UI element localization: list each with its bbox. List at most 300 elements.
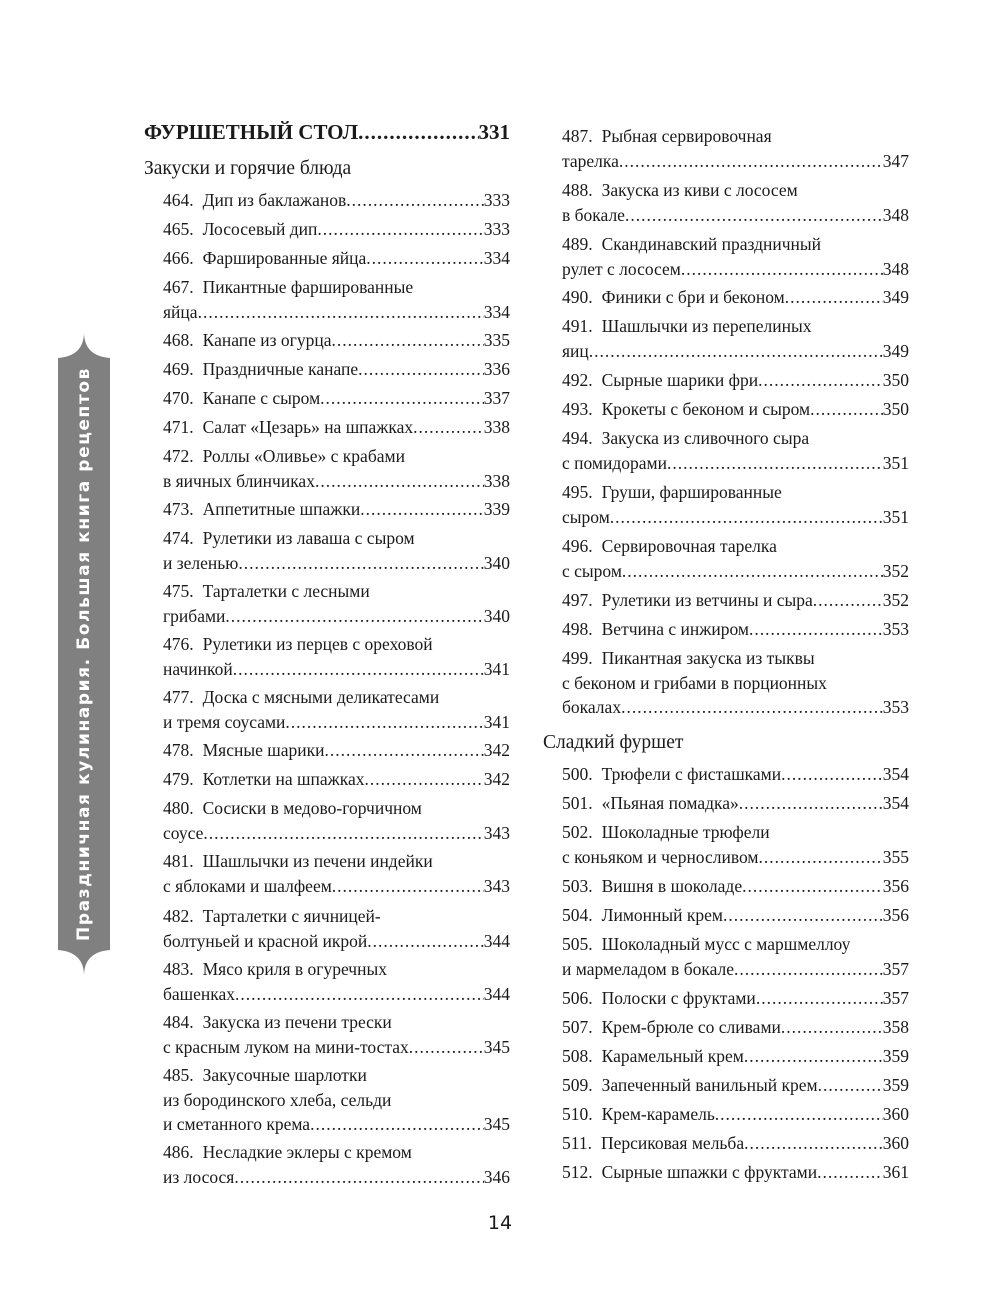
- toc-entry-title: бокалах: [562, 697, 622, 717]
- toc-entry-last-line: [163, 246, 510, 271]
- toc-entry-text: Шашлычки из перепелиных: [601, 316, 812, 336]
- toc-entry-page: 352: [882, 560, 909, 581]
- dot-leader: [813, 588, 883, 613]
- toc-entry-line: [163, 1088, 510, 1113]
- toc-entry-text: Пикантная закуска из тыквы: [601, 648, 815, 668]
- toc-entry-last-line: [163, 1165, 510, 1190]
- toc-entry-number: 501.: [562, 793, 593, 813]
- toc-entry-last-line: [163, 710, 510, 735]
- dot-leader: [817, 1160, 883, 1185]
- toc-entry-text: Доска с мясными деликатесами: [202, 687, 440, 707]
- toc-entry-last-line: [163, 188, 510, 213]
- toc-entry-number: 512.: [562, 1162, 593, 1182]
- dot-leader: [409, 1035, 484, 1060]
- dot-leader: [734, 957, 883, 982]
- toc-entry-page: 347: [882, 150, 909, 171]
- toc-entry-title: Лимонный крем: [601, 905, 724, 925]
- toc-entry-number: 478.: [163, 740, 194, 760]
- toc-entry-last-line: [562, 451, 909, 476]
- toc-entry: [562, 397, 909, 422]
- toc-entry-number: 491.: [562, 316, 593, 336]
- dot-leader: [366, 246, 483, 271]
- dot-leader: [749, 617, 883, 642]
- toc-entry-line: [163, 275, 510, 300]
- toc-entry-title: Лососевый дип: [202, 219, 318, 239]
- side-tab: [58, 332, 110, 976]
- toc-entry-text: Несладкие эклеры с кремом: [202, 1142, 412, 1162]
- toc-entry-last-line: [562, 845, 909, 870]
- toc-entry-page: 348: [882, 204, 909, 225]
- toc-entry-number: 510.: [562, 1104, 593, 1124]
- dot-leader: [667, 451, 883, 476]
- toc-entry-number: 496.: [562, 536, 593, 556]
- toc-entry-text: Тарталетки с яичницей-: [202, 906, 381, 926]
- toc-entry-title: начинкой: [163, 658, 233, 679]
- toc-entry-number: 476.: [163, 634, 194, 654]
- dot-leader: [331, 328, 483, 353]
- toc-entry-page: 359: [882, 1046, 909, 1066]
- toc-entry-last-line: [163, 386, 510, 411]
- dot-leader: [758, 368, 883, 393]
- toc-entry-page: 351: [882, 506, 909, 527]
- toc-entry-number: 471.: [163, 417, 194, 437]
- dot-leader: [225, 604, 483, 629]
- toc-entry-line: [562, 178, 909, 203]
- toc-entry-last-line: [562, 339, 909, 364]
- toc-entry-last-line: [562, 257, 909, 282]
- dot-leader: [781, 1015, 883, 1040]
- toc-entry-last-line: [562, 1160, 909, 1185]
- toc-entry: [163, 904, 510, 953]
- toc-entry-last-line: [562, 986, 909, 1011]
- toc-entry-text: Рулетики из лаваша с сыром: [202, 528, 415, 548]
- toc-entry-number: 505.: [562, 934, 593, 954]
- toc-entry-page: 342: [483, 740, 510, 760]
- subsection-heading-sweet: Сладкий фуршет: [543, 732, 684, 753]
- toc-entry: [562, 480, 909, 529]
- dot-leader: [325, 738, 484, 763]
- toc-entry-last-line: [562, 1073, 909, 1098]
- toc-entry-text: Сервировочная тарелка: [601, 536, 777, 556]
- toc-entry-number: 465.: [163, 219, 194, 239]
- dot-leader: [234, 1165, 483, 1190]
- toc-entry-line: [562, 232, 909, 257]
- toc-entry-title: сыром: [562, 506, 610, 527]
- toc-entry-number: 474.: [163, 528, 194, 548]
- toc-entry-last-line: [163, 551, 510, 576]
- toc-entry-page: 342: [483, 769, 510, 789]
- dot-leader: [622, 559, 883, 584]
- toc-entry-line: [163, 904, 510, 929]
- toc-entry: [562, 368, 909, 393]
- toc-entry-number: 494.: [562, 428, 593, 448]
- toc-entry-title: Мясные шарики: [202, 740, 325, 760]
- toc-entry-number: 468.: [163, 330, 194, 350]
- toc-entry-line: [163, 526, 510, 551]
- toc-entry: [163, 497, 510, 522]
- toc-entry-number: 470.: [163, 388, 194, 408]
- toc-entry-last-line: [163, 217, 510, 242]
- toc-entry-page: 350: [882, 399, 909, 419]
- toc-entry-title: Трюфели с фисташками: [601, 764, 782, 784]
- toc-entry-last-line: [163, 415, 510, 440]
- dot-leader: [715, 1102, 883, 1127]
- toc-entry-text: Тарталетки с лесными: [202, 581, 370, 601]
- toc-entry-last-line: [163, 1112, 510, 1137]
- toc-entry: [163, 685, 510, 734]
- toc-entry-page: 333: [483, 219, 510, 239]
- toc-entry-line: [562, 932, 909, 957]
- toc-entry-number: 497.: [562, 590, 593, 610]
- toc-entry: [562, 762, 909, 787]
- toc-entry-number: 492.: [562, 370, 593, 390]
- toc-entry-title: соусе: [163, 822, 204, 843]
- toc-entry-line: [562, 646, 909, 671]
- dot-leader: [744, 1131, 883, 1156]
- toc-entry-text: Рыбная сервировочная: [601, 126, 772, 146]
- toc-entry-last-line: [562, 1044, 909, 1069]
- toc-entry-number: 481.: [163, 851, 194, 871]
- toc-entry-line: [562, 480, 909, 505]
- toc-entry-title: Салат «Цезарь» на шпажках: [202, 417, 414, 437]
- toc-entry: [562, 1160, 909, 1185]
- toc-entry-page: 359: [882, 1075, 909, 1095]
- toc-entry-text: Закуска из сливочного сыра: [601, 428, 810, 448]
- toc-entry: [163, 1063, 510, 1137]
- toc-entry-text: Шоколадный мусс с маршмеллоу: [601, 934, 851, 954]
- toc-entry: [163, 415, 510, 440]
- toc-entry-number: 480.: [163, 798, 194, 818]
- toc-entry-page: 336: [483, 359, 510, 379]
- toc-entry-last-line: [562, 285, 909, 310]
- toc-entry-number: 479.: [163, 769, 194, 789]
- toc-entry-text: Пикантные фаршированные: [202, 277, 414, 297]
- toc-entry-line: [163, 957, 510, 982]
- toc-entry-page: 358: [882, 1017, 909, 1037]
- toc-entry: [562, 1102, 909, 1127]
- toc-entry-page: 346: [483, 1166, 510, 1187]
- toc-entry: [163, 217, 510, 242]
- toc-entry-title: и тремя соусами: [163, 711, 286, 732]
- toc-entry-line: [562, 426, 909, 451]
- toc-entry-text: Закуска из печени трески: [202, 1012, 392, 1032]
- toc-entry-line: [163, 579, 510, 604]
- toc-entry-last-line: [562, 1102, 909, 1127]
- toc-entry-number: 511.: [562, 1133, 592, 1153]
- dot-leader: [589, 339, 883, 364]
- toc-entry: [163, 188, 510, 213]
- toc-entry: [163, 275, 510, 324]
- side-tab-text: Праздничная кулинария. Большая книга рецептов: [74, 367, 94, 941]
- toc-entry-title: Праздничные канапе: [202, 359, 359, 379]
- toc-entry-page: 341: [483, 658, 510, 679]
- dot-leader: [238, 551, 483, 576]
- toc-entry-title: в бокале: [562, 204, 625, 225]
- dot-leader: [723, 903, 883, 928]
- dot-leader: [203, 821, 483, 846]
- toc-entry-title: с помидорами: [562, 452, 667, 473]
- toc-entry-last-line: [562, 505, 909, 530]
- toc-entry-last-line: [163, 874, 510, 899]
- section-page: 331: [478, 120, 510, 144]
- toc-entry: [163, 738, 510, 763]
- toc-entry-title: Запеченный ванильный крем: [601, 1075, 818, 1095]
- toc-entry-number: 472.: [163, 446, 194, 466]
- toc-entry-last-line: [562, 368, 909, 393]
- toc-entry-title: башенках: [163, 983, 236, 1004]
- toc-entry-title: Сырные шпажки с фруктами: [601, 1162, 818, 1182]
- toc-entry-last-line: [562, 559, 909, 584]
- toc-entry-last-line: [163, 738, 510, 763]
- toc-entry-number: 473.: [163, 499, 194, 519]
- toc-entry: [562, 232, 909, 281]
- toc-entry-title: Аппетитные шпажки: [202, 499, 361, 519]
- toc-entry-number: 483.: [163, 959, 194, 979]
- toc-entry-title: болтуньей и красной икрой: [163, 930, 368, 951]
- toc-entry-text: Мясо криля в огуречных: [202, 959, 387, 979]
- toc-entry-title: с сыром: [562, 560, 622, 581]
- toc-entry-last-line: [163, 357, 510, 382]
- toc-entry-line: [562, 820, 909, 845]
- toc-entry: [562, 646, 909, 720]
- dot-leader: [320, 386, 484, 411]
- toc-entry-page: 334: [483, 301, 510, 322]
- dot-leader: [810, 397, 883, 422]
- page-number: 14: [487, 1212, 513, 1234]
- dot-leader: [235, 982, 484, 1007]
- toc-entry-page: 344: [483, 983, 510, 1004]
- toc-entry-line: [562, 314, 909, 339]
- toc-entry-last-line: [562, 588, 909, 613]
- toc-entry-number: 490.: [562, 287, 593, 307]
- toc-entry: [562, 903, 909, 928]
- toc-entry-line: [562, 534, 909, 559]
- toc-entry-text: с беконом и грибами в порционных: [562, 672, 827, 693]
- toc-entry-number: 504.: [562, 905, 593, 925]
- toc-entry-last-line: [562, 1015, 909, 1040]
- toc-entry-page: 344: [483, 930, 510, 951]
- toc-entry-number: 509.: [562, 1075, 593, 1095]
- toc-entry: [163, 1010, 510, 1059]
- toc-entry-page: 339: [483, 499, 510, 519]
- toc-entry-title: Крем-карамель: [601, 1104, 715, 1124]
- toc-entry-line: [562, 124, 909, 149]
- toc-entry-number: 488.: [562, 180, 593, 200]
- dot-leader: [610, 505, 883, 530]
- toc-entry-title: и сметанного крема: [163, 1114, 311, 1134]
- toc-entry-text: Шоколадные трюфели: [601, 822, 770, 842]
- toc-entry-number: 475.: [163, 581, 194, 601]
- toc-entry-page: 361: [882, 1162, 909, 1182]
- toc-entry-page: 351: [882, 452, 909, 473]
- toc-entry-title: Ветчина с инжиром: [601, 619, 749, 639]
- toc-entry: [163, 444, 510, 493]
- toc-entry-last-line: [163, 604, 510, 629]
- toc-entry-title: Персиковая мельба: [600, 1133, 745, 1153]
- toc-entry-line: [163, 1140, 510, 1165]
- toc-entry-page: 356: [882, 876, 909, 896]
- toc-entry-last-line: [562, 874, 909, 899]
- dot-leader: [367, 929, 483, 954]
- toc-entry-page: 333: [483, 190, 510, 210]
- dot-leader: [358, 120, 478, 145]
- toc-entry-page: 340: [483, 605, 510, 626]
- toc-entry-number: 489.: [562, 234, 593, 254]
- toc-entry-last-line: [163, 497, 510, 522]
- toc-entry: [163, 796, 510, 845]
- toc-entry-page: 353: [882, 619, 909, 639]
- toc-entry: [562, 314, 909, 363]
- toc-entry: [163, 328, 510, 353]
- toc-entry-page: 360: [882, 1133, 909, 1153]
- dot-leader: [285, 710, 483, 735]
- dot-leader: [360, 497, 483, 522]
- dot-leader: [365, 767, 484, 792]
- toc-entry-title: рулет с лососем: [562, 258, 681, 279]
- toc-entry-text: Груши, фаршированные: [601, 482, 782, 502]
- dot-leader: [358, 357, 484, 382]
- toc-entry: [562, 178, 909, 227]
- toc-entry: [562, 1131, 909, 1156]
- toc-entry-number: 469.: [163, 359, 194, 379]
- toc-entry: [562, 874, 909, 899]
- toc-entry-title: Дип из баклажанов: [202, 190, 347, 210]
- section-heading: [144, 120, 510, 145]
- toc-entry-last-line: [562, 903, 909, 928]
- toc-entry: [163, 957, 510, 1006]
- toc-entry: [163, 579, 510, 628]
- toc-entry-last-line: [163, 300, 510, 325]
- toc-entry-number: 493.: [562, 399, 593, 419]
- toc-entry: [163, 386, 510, 411]
- toc-entry-last-line: [562, 149, 909, 174]
- toc-entry-last-line: [562, 397, 909, 422]
- toc-entry-text: Сосиски в медово-горчичном: [202, 798, 422, 818]
- toc-entry: [562, 617, 909, 642]
- toc-entry-page: 345: [483, 1036, 510, 1057]
- toc-entry-title: Финики с бри и беконом: [601, 287, 785, 307]
- toc-entry-text: Скандинавский праздничный: [601, 234, 822, 254]
- toc-entry-title: с красным луком на мини-тостах: [163, 1036, 409, 1057]
- toc-entry-title: Фаршированные яйца: [202, 248, 367, 268]
- toc-entry-page: 335: [483, 330, 510, 350]
- toc-entry: [163, 849, 510, 898]
- dot-leader: [781, 762, 883, 787]
- toc-entry-number: 466.: [163, 248, 194, 268]
- toc-entry-number: 482.: [163, 906, 194, 926]
- toc-entry-line: [163, 1010, 510, 1035]
- toc-entry-last-line: [562, 1131, 909, 1156]
- toc-entry: [562, 285, 909, 310]
- toc-entry-page: 343: [483, 875, 510, 896]
- dot-leader: [332, 874, 484, 899]
- dot-leader: [818, 1073, 883, 1098]
- toc-entry-number: 506.: [562, 988, 593, 1008]
- toc-entry: [562, 1044, 909, 1069]
- toc-entry: [562, 791, 909, 816]
- toc-entry: [163, 246, 510, 271]
- toc-entry-text: Шашлычки из печени индейки: [202, 851, 433, 871]
- toc-entry-last-line: [562, 695, 909, 720]
- toc-entry-last-line: [163, 1035, 510, 1060]
- toc-entry-last-line: [562, 762, 909, 787]
- toc-entry-page: 338: [483, 417, 510, 437]
- toc-entry-number: 498.: [562, 619, 593, 639]
- toc-entry-title: с яблоками и шалфеем: [163, 875, 332, 896]
- subsection-heading-snacks: Закуски и горячие блюда: [144, 158, 352, 179]
- toc-entry-title: с коньяком и черносливом: [562, 846, 759, 867]
- toc-entry-title: Крокеты с беконом и сыром: [601, 399, 811, 419]
- toc-entry: [562, 986, 909, 1011]
- toc-entry-page: 355: [882, 846, 909, 867]
- toc-entry-page: 341: [483, 711, 510, 732]
- dot-leader: [739, 791, 883, 816]
- toc-entry: [562, 932, 909, 981]
- toc-entry-line: [562, 671, 909, 696]
- toc-entry-last-line: [163, 929, 510, 954]
- toc-entry: [163, 526, 510, 575]
- toc-entry-text: Закуска из киви с лососем: [601, 180, 798, 200]
- toc-entry-line: [163, 849, 510, 874]
- toc-entry-title: Котлетки на шпажках: [202, 769, 365, 789]
- toc-entry-text: из бородинского хлеба, сельди: [163, 1089, 392, 1110]
- toc-entry: [163, 1140, 510, 1189]
- toc-entry-number: 500.: [562, 764, 593, 784]
- dot-leader: [742, 874, 883, 899]
- toc-entry-page: 356: [882, 905, 909, 925]
- toc-entry: [163, 767, 510, 792]
- dot-leader: [315, 469, 484, 494]
- toc-entry-page: 349: [882, 340, 909, 361]
- toc-entry-title: Полоски с фруктами: [601, 988, 756, 1008]
- toc-entry-title: Крем-брюле со сливами: [601, 1017, 781, 1037]
- toc-entry-last-line: [562, 957, 909, 982]
- toc-entry-title: из лосося: [163, 1166, 235, 1187]
- toc-entry-title: Карамельный крем: [601, 1046, 744, 1066]
- dot-leader: [681, 257, 883, 282]
- toc-entry: [562, 534, 909, 583]
- dot-leader: [413, 415, 484, 440]
- toc-entry-page: 352: [882, 590, 909, 610]
- toc-entry-title: яиц: [562, 340, 589, 361]
- dot-leader: [198, 300, 484, 325]
- dot-leader: [317, 217, 483, 242]
- toc-entry: [562, 1015, 909, 1040]
- toc-entry-last-line: [163, 767, 510, 792]
- toc-entry-title: грибами: [163, 605, 226, 626]
- toc-entry-title: и зеленью: [163, 552, 239, 573]
- toc-entry-page: 357: [882, 988, 909, 1008]
- toc-entry-page: 338: [483, 470, 510, 491]
- toc-entry-number: 485.: [163, 1065, 194, 1085]
- toc-entry-number: 502.: [562, 822, 593, 842]
- toc-entry: [163, 632, 510, 681]
- toc-entry-page: 343: [483, 822, 510, 843]
- dot-leader: [744, 1044, 883, 1069]
- toc-entry: [163, 357, 510, 382]
- toc-entry-title: яйца: [163, 301, 198, 322]
- toc-entry: [562, 124, 909, 173]
- toc-entry-title: Канапе из огурца: [202, 330, 332, 350]
- toc-entry-number: 508.: [562, 1046, 593, 1066]
- dot-leader: [625, 203, 883, 228]
- toc-entry-line: [163, 1063, 510, 1088]
- toc-entry: [562, 588, 909, 613]
- toc-entry-last-line: [163, 982, 510, 1007]
- dot-leader: [233, 657, 484, 682]
- toc-entry-page: 348: [882, 258, 909, 279]
- toc-entry-page: 349: [882, 287, 909, 307]
